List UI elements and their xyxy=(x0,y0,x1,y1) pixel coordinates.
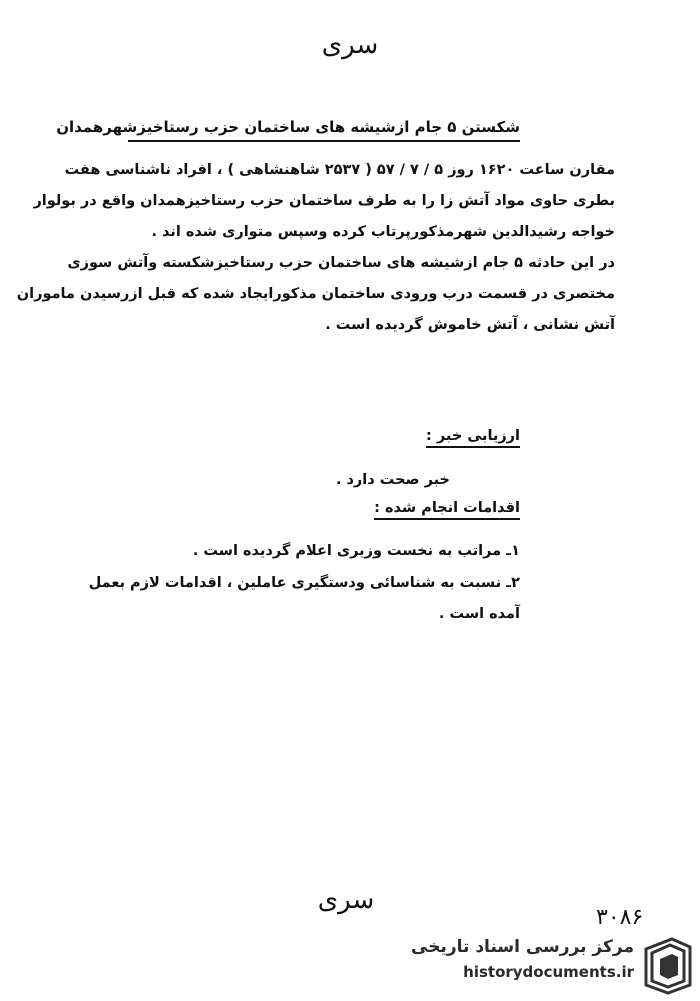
archive-watermark xyxy=(410,935,700,1001)
report-line: در این حادثه ۵ جام ازشیشه های ساختمان حزب رستاخیزشکسته وآتش سوزی xyxy=(67,255,615,271)
action-item: ۲ـ نسبت به شناسائی ودستگیری عاملین ، اقدامات لازم بعمل xyxy=(88,575,520,591)
report-line: مقارن ساعت ۱۶۲۰ روز ۵ / ۷ / ۵۷ ( ۲۵۳۷ شاهنشاهی ) ، افراد ناشناسی هفت xyxy=(64,162,615,178)
actions-label: اقدامات انجام شده : xyxy=(374,500,520,520)
classification-header: سری xyxy=(321,30,379,60)
evaluation-label: ارزیابی خبر : xyxy=(426,428,520,448)
document-number: ۳۰۸۶ xyxy=(596,905,644,930)
report-line: مختصری در قسمت درب ورودی ساختمان مذکورایجاد شده که قبل ازرسیدن ماموران xyxy=(16,286,615,302)
action-item: آمده است . xyxy=(438,606,520,622)
action-item: ۱ـ مراتب به نخست وزیری اعلام گردیده است . xyxy=(192,543,520,559)
report-line: بطری حاوی مواد آتش زا را به طرف ساختمان حزب رستاخیزهمدان واقع در بولوار xyxy=(33,193,615,209)
headline-underline xyxy=(128,140,520,142)
evaluation-text: خبر صحت دارد . xyxy=(335,472,450,488)
document-headline: شکستن ۵ جام ازشیشه های ساختمان حزب رستاخیزشهرهمدان xyxy=(56,118,520,136)
watermark-site: historydocuments.ir xyxy=(463,963,634,981)
archive-logo-icon xyxy=(638,935,696,997)
classification-footer: سری xyxy=(317,885,375,915)
report-line: خواجه رشیدالدین شهرمذکورپرتاب کرده وسپس متواری شده اند . xyxy=(151,224,615,240)
report-line: آتش نشانی ، آتش خاموش گردیده است . xyxy=(325,317,615,333)
watermark-name: مرکز بررسی اسناد تاریخی xyxy=(411,937,634,957)
